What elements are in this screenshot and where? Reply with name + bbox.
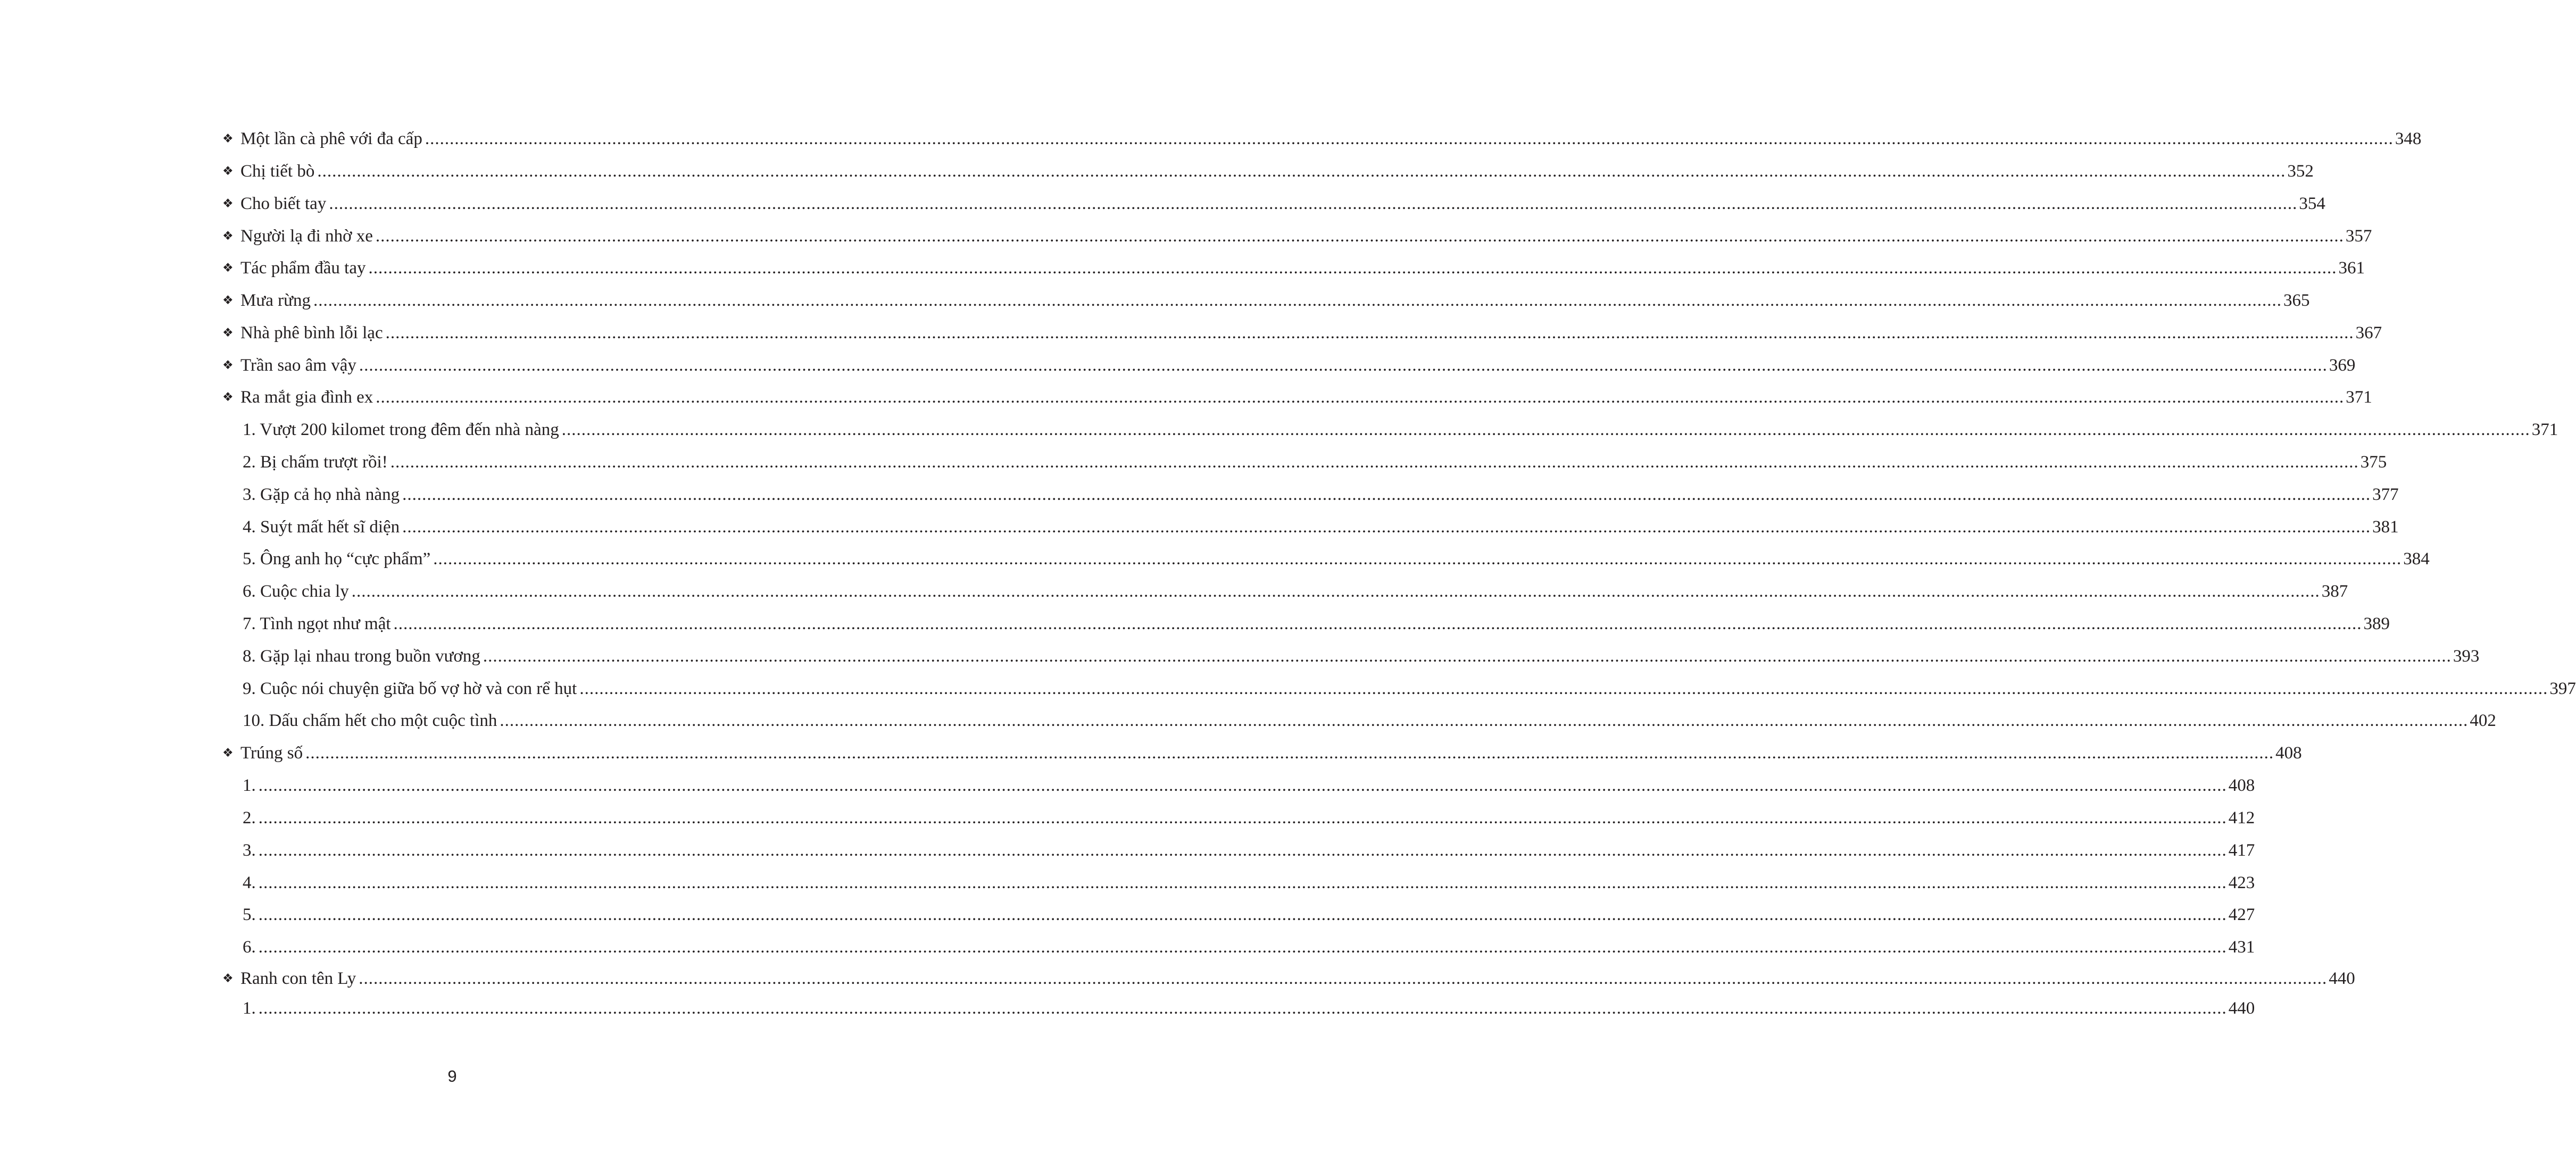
toc-entry-page: 397 — [2549, 679, 2576, 698]
toc-entry-title: Một lần cà phê với đa cấp — [240, 129, 422, 148]
diamond-bullet-icon: ❖ — [222, 261, 234, 275]
toc-entry — [222, 320, 2382, 346]
dot-leader: ................................................................................................................................................................................................................................................................................................................................................................................................................ — [258, 808, 2227, 828]
toc-entry-title: Mưa rừng — [240, 291, 311, 310]
toc-entry-title: 4. — [243, 873, 256, 892]
toc-entry-title: Trúng số — [240, 743, 303, 763]
toc-entry-page: 412 — [2228, 808, 2255, 828]
diamond-bullet-icon: ❖ — [222, 164, 234, 178]
toc-entry-page: 393 — [2453, 647, 2480, 666]
dot-leader: ................................................................................................................................................................................................................................................................................................................................................................................................................ — [317, 162, 2286, 181]
toc-subentry — [243, 514, 2399, 540]
toc-entry-page: 387 — [2321, 582, 2348, 601]
dot-leader: ................................................................................................................................................................................................................................................................................................................................................................................................................ — [561, 420, 2530, 439]
toc-entry-page: 371 — [2531, 420, 2558, 439]
toc-entry-title: 3. Gặp cả họ nhà nàng — [243, 485, 400, 504]
toc-entry-title: 4. Suýt mất hết sĩ diện — [243, 517, 400, 537]
toc-entry-title: 3. — [243, 841, 256, 860]
dot-leader: ................................................................................................................................................................................................................................................................................................................................................................................................................ — [579, 679, 2548, 698]
toc-entry-page: 357 — [2345, 227, 2372, 246]
toc-entry-page: 352 — [2287, 162, 2314, 181]
toc-entry-title: 5. — [243, 905, 256, 924]
dot-leader: ................................................................................................................................................................................................................................................................................................................................................................................................................ — [258, 873, 2227, 892]
dot-leader: ................................................................................................................................................................................................................................................................................................................................................................................................................ — [305, 743, 2274, 763]
toc-subentry — [243, 481, 2399, 508]
toc-entry-title: 5. Ông anh họ “cực phẩm” — [243, 549, 431, 569]
toc-subentry — [243, 707, 2496, 734]
toc-entry — [222, 158, 2314, 185]
dot-leader: ................................................................................................................................................................................................................................................................................................................................................................................................................ — [375, 227, 2344, 246]
toc-subentry — [243, 805, 2255, 831]
dot-leader: ................................................................................................................................................................................................................................................................................................................................................................................................................ — [258, 999, 2227, 1018]
toc-entry-title: 7. Tình ngọt như mật — [243, 614, 391, 633]
diamond-bullet-icon: ❖ — [222, 326, 234, 340]
toc-entry-page: 381 — [2372, 517, 2399, 537]
toc-entry-title: Trần sao âm vậy — [240, 356, 356, 375]
toc-entry-page: 402 — [2470, 711, 2496, 730]
toc-entry-page: 431 — [2228, 938, 2255, 957]
toc-entry-title: Ra mắt gia đình ex — [240, 388, 373, 407]
toc-entry-page: 365 — [2283, 291, 2310, 310]
dot-leader: ................................................................................................................................................................................................................................................................................................................................................................................................................ — [433, 549, 2402, 569]
dot-leader: ................................................................................................................................................................................................................................................................................................................................................................................................................ — [258, 841, 2227, 860]
page-number: 9 — [447, 1067, 457, 1085]
toc-entry-page: 384 — [2403, 549, 2430, 569]
toc-entry — [222, 126, 2422, 152]
toc-subentry — [243, 772, 2255, 799]
toc-entry-title: 8. Gặp lại nhau trong buồn vương — [243, 647, 480, 666]
dot-leader: ................................................................................................................................................................................................................................................................................................................................................................................................................ — [359, 356, 2328, 375]
toc-entry-page: 408 — [2228, 776, 2255, 795]
diamond-bullet-icon: ❖ — [222, 746, 234, 760]
toc-entry-page: 369 — [2329, 356, 2356, 375]
dot-leader: ................................................................................................................................................................................................................................................................................................................................................................................................................ — [258, 776, 2227, 795]
toc-entry — [222, 740, 2302, 766]
toc-entry-page: 348 — [2395, 129, 2422, 148]
toc-entry-page: 367 — [2355, 323, 2382, 342]
diamond-bullet-icon: ❖ — [222, 972, 234, 985]
dot-leader: ................................................................................................................................................................................................................................................................................................................................................................................................................ — [402, 485, 2371, 504]
diamond-bullet-icon: ❖ — [222, 390, 234, 404]
toc-subentry — [243, 870, 2255, 896]
toc-entry-title: 6. — [243, 938, 256, 957]
toc-entry-title: 9. Cuộc nói chuyện giữa bố vợ hờ và con rể hụt — [243, 679, 577, 698]
toc-entry — [222, 965, 2355, 992]
toc-entry-page: 389 — [2363, 614, 2390, 633]
toc-entry-page: 423 — [2228, 873, 2255, 892]
toc-entry-title: Nhà phê bình lỗi lạc — [240, 323, 383, 342]
toc-entry-page: 417 — [2228, 841, 2255, 860]
toc-subentry — [243, 416, 2558, 443]
toc-subentry — [243, 901, 2255, 928]
toc-subentry — [243, 934, 2255, 960]
toc-entry-page: 354 — [2299, 194, 2325, 213]
toc-entry-title: Chị tiết bò — [240, 162, 315, 181]
toc-subentry — [243, 995, 2255, 1022]
dot-leader: ................................................................................................................................................................................................................................................................................................................................................................................................................ — [402, 517, 2371, 537]
toc-entry-title: Người lạ đi nhờ xe — [240, 227, 373, 246]
toc-entry — [222, 352, 2356, 379]
toc-entry — [222, 223, 2372, 249]
toc-entry — [222, 287, 2310, 314]
diamond-bullet-icon: ❖ — [222, 294, 234, 307]
toc-entry-page: 440 — [2228, 999, 2255, 1018]
toc-subentry — [243, 578, 2348, 605]
dot-leader: ................................................................................................................................................................................................................................................................................................................................................................................................................ — [393, 614, 2362, 633]
toc-entry-title: 6. Cuộc chia ly — [243, 582, 349, 601]
toc-subentry — [243, 643, 2480, 670]
toc-subentry — [243, 546, 2430, 572]
dot-leader: ................................................................................................................................................................................................................................................................................................................................................................................................................ — [390, 453, 2359, 472]
dot-leader: ................................................................................................................................................................................................................................................................................................................................................................................................................ — [313, 291, 2282, 310]
diamond-bullet-icon: ❖ — [222, 229, 234, 243]
toc-entry-page: 375 — [2360, 453, 2387, 472]
toc-entry — [222, 190, 2325, 217]
toc-entry-page: 361 — [2338, 258, 2365, 278]
toc-entry-title: Cho biết tay — [240, 194, 327, 213]
dot-leader: ................................................................................................................................................................................................................................................................................................................................................................................................................ — [359, 969, 2328, 988]
dot-leader: ................................................................................................................................................................................................................................................................................................................................................................................................................ — [385, 323, 2354, 342]
dot-leader: ................................................................................................................................................................................................................................................................................................................................................................................................................ — [368, 258, 2337, 278]
dot-leader: ................................................................................................................................................................................................................................................................................................................................................................................................................ — [258, 905, 2227, 924]
toc-entry-page: 427 — [2228, 905, 2255, 924]
toc-entry-page: 371 — [2346, 388, 2372, 407]
diamond-bullet-icon: ❖ — [222, 132, 234, 146]
dot-leader: ................................................................................................................................................................................................................................................................................................................................................................................................................ — [329, 194, 2298, 213]
toc-entry-title: 1. — [243, 999, 256, 1018]
toc-entry-title: 2. Bị chấm trượt rồi! — [243, 453, 388, 472]
dot-leader: ................................................................................................................................................................................................................................................................................................................................................................................................................ — [500, 711, 2469, 730]
dot-leader: ................................................................................................................................................................................................................................................................................................................................................................................................................ — [425, 129, 2394, 148]
dot-leader: ................................................................................................................................................................................................................................................................................................................................................................................................................ — [258, 938, 2227, 957]
toc-entry-page: 408 — [2275, 743, 2302, 763]
toc-entry-page: 377 — [2372, 485, 2399, 504]
toc-subentry — [243, 611, 2390, 637]
toc-entry-title: 1. Vượt 200 kilomet trong đêm đến nhà nàng — [243, 420, 559, 439]
dot-leader: ................................................................................................................................................................................................................................................................................................................................................................................................................ — [483, 647, 2452, 666]
dot-leader: ................................................................................................................................................................................................................................................................................................................................................................................................................ — [351, 582, 2320, 601]
toc-entry-page: 440 — [2329, 969, 2355, 988]
toc-entry — [222, 255, 2365, 281]
toc-entry-title: 10. Dấu chấm hết cho một cuộc tình — [243, 711, 497, 730]
toc-entry — [222, 384, 2372, 411]
toc-subentry — [243, 837, 2255, 864]
toc-entry-title: 1. — [243, 776, 256, 795]
diamond-bullet-icon: ❖ — [222, 358, 234, 372]
diamond-bullet-icon: ❖ — [222, 197, 234, 211]
toc-subentry — [243, 675, 2576, 702]
toc-entry-title: Ranh con tên Ly — [240, 969, 356, 988]
toc-entry-title: Tác phẩm đầu tay — [240, 258, 366, 278]
dot-leader: ................................................................................................................................................................................................................................................................................................................................................................................................................ — [376, 388, 2345, 407]
toc-subentry — [243, 449, 2387, 475]
toc-entry-title: 2. — [243, 808, 256, 828]
